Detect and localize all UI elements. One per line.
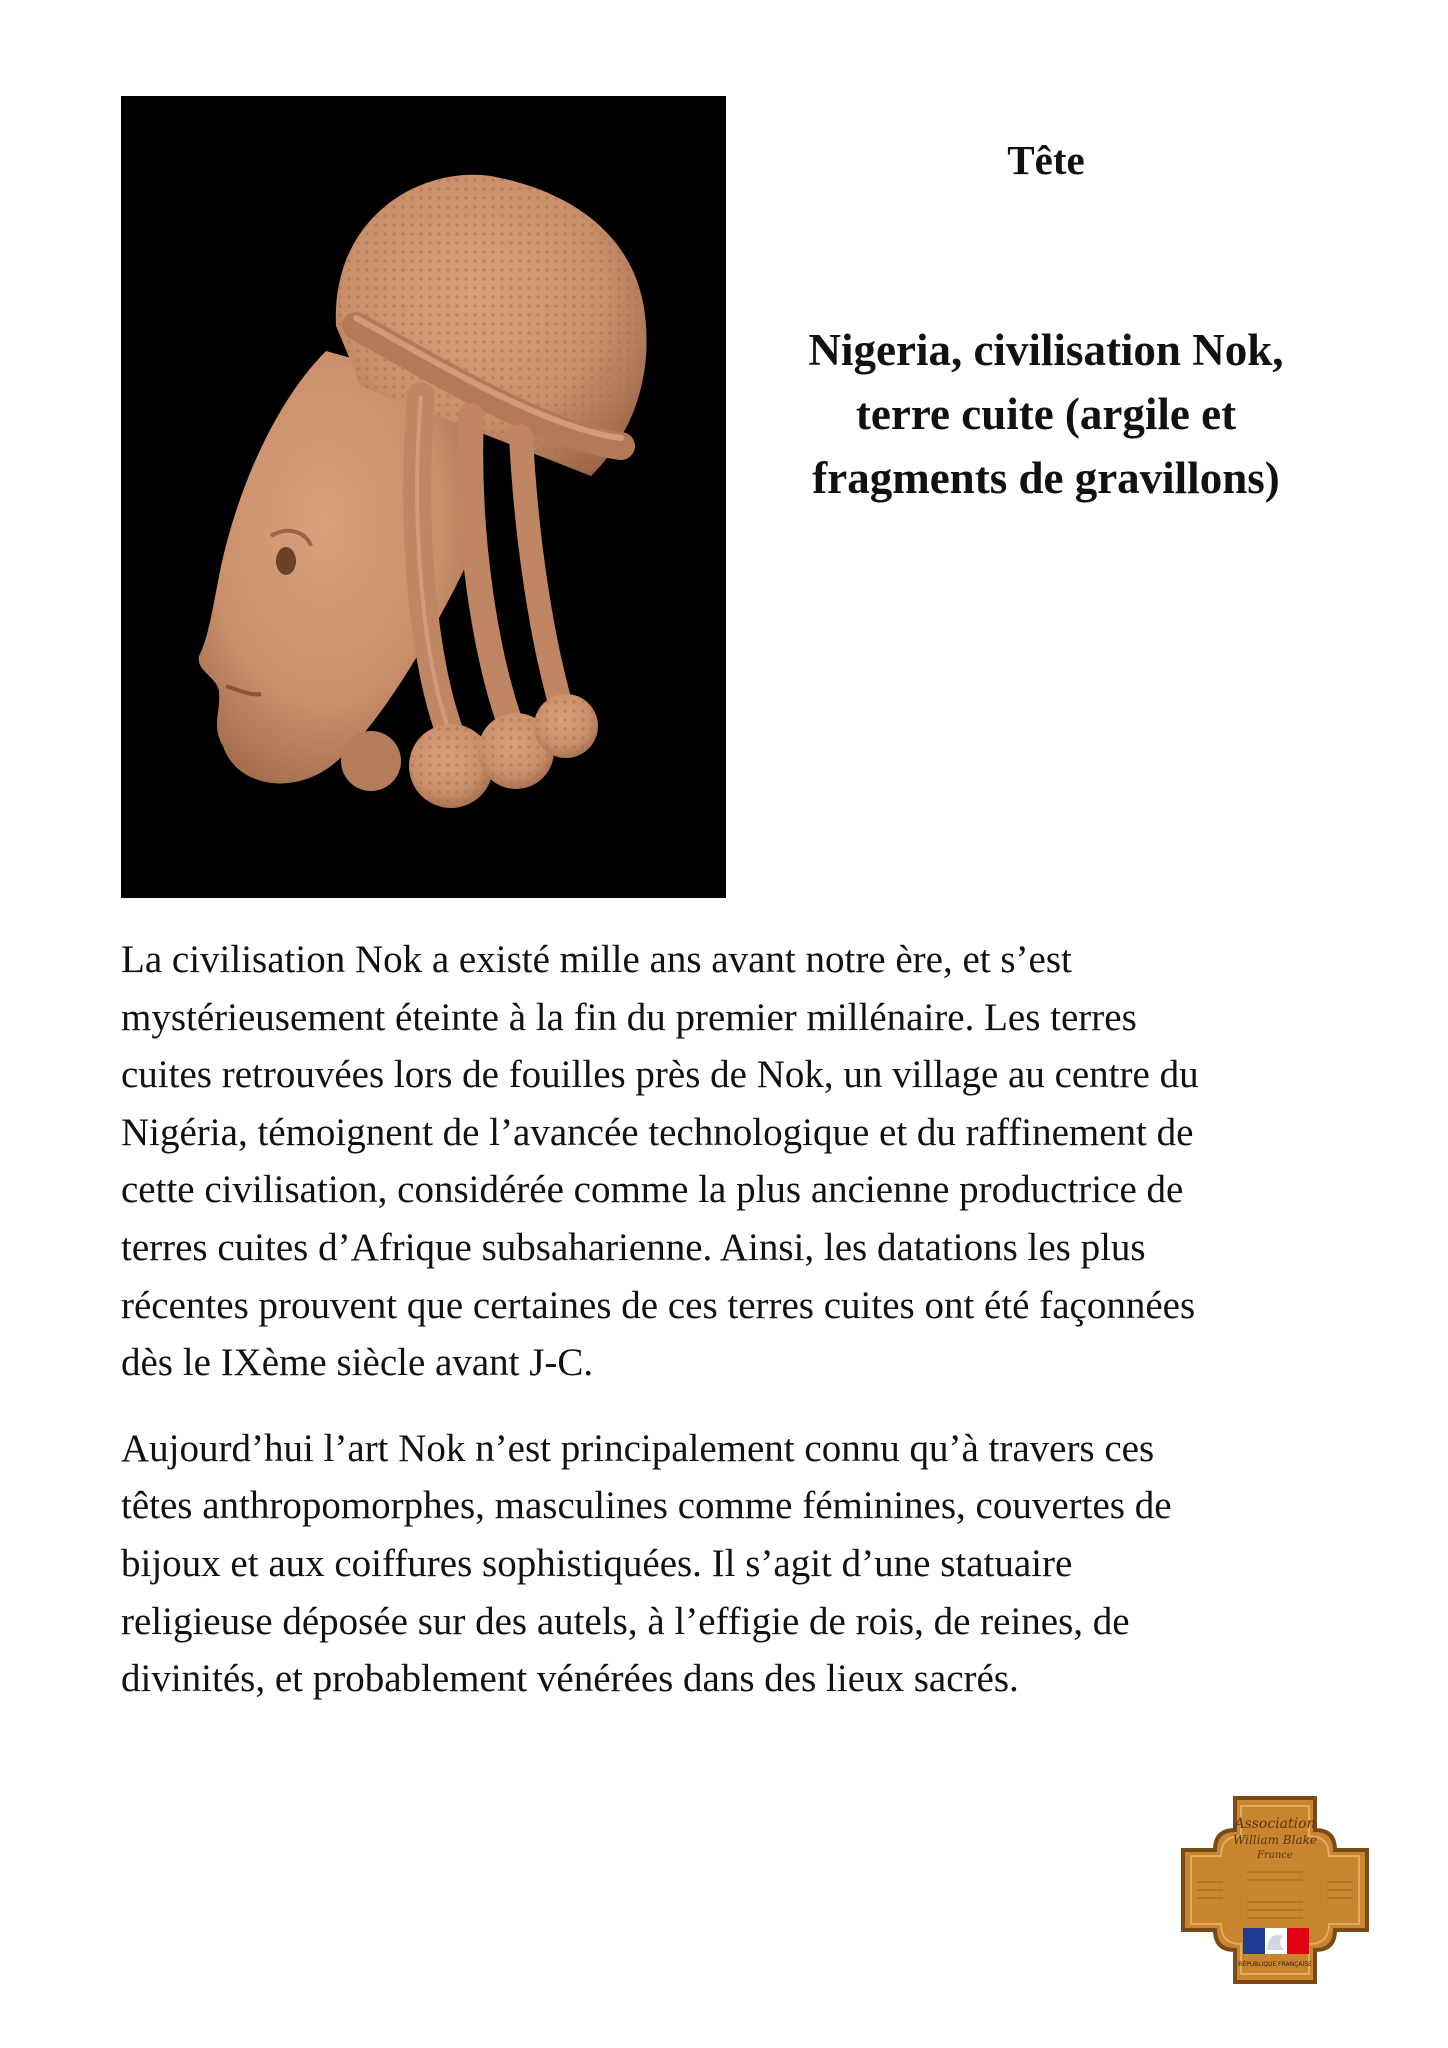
text-line: mystérieusement éteinte à la fin du premier millénaire. Les terres bbox=[121, 995, 1137, 1039]
svg-text:William Blake: William Blake bbox=[1232, 1833, 1318, 1847]
paragraph-1 bbox=[121, 931, 1351, 1392]
text-line: religieuse déposée sur des autels, à l’effigie de rois, de reines, de bbox=[121, 1599, 1130, 1643]
caption-line: fragments de gravillons) bbox=[812, 453, 1280, 503]
text-line: divinités, et probablement vénérées dans des lieux sacrés. bbox=[121, 1657, 1019, 1701]
text-line: dès le IXème siècle avant J-C. bbox=[121, 1341, 594, 1385]
text-line: bijoux et aux coiffures sophistiquées. Il s’agit d’une statuaire bbox=[121, 1541, 1073, 1585]
text-line: terres cuites d’Afrique subsaharienne. Ainsi, les datations les plus bbox=[121, 1225, 1146, 1269]
page-title: Tête bbox=[1007, 137, 1085, 183]
nok-terracotta-head-icon bbox=[121, 96, 726, 898]
svg-text:Association: Association bbox=[1234, 1816, 1316, 1832]
text-line: têtes anthropomorphes, masculines comme féminines, couvertes de bbox=[121, 1484, 1172, 1528]
artwork-photo bbox=[121, 96, 726, 898]
text-line: cette civilisation, considérée comme la plus ancienne productrice de bbox=[121, 1168, 1184, 1212]
text-line: Aujourd’hui l’art Nok n’est principalement connu qu’à travers ces bbox=[121, 1426, 1155, 1470]
paragraph-2 bbox=[121, 1420, 1351, 1708]
caption-line: terre cuite (argile et bbox=[855, 389, 1237, 439]
text-line: Nigéria, témoignent de l’avancée technologique et du raffinement de bbox=[121, 1110, 1194, 1154]
artwork-caption bbox=[740, 318, 1352, 510]
svg-text:France: France bbox=[1257, 1850, 1293, 1861]
caption-line: Nigeria, civilisation Nok, bbox=[808, 325, 1284, 375]
text-line: La civilisation Nok a existé mille ans avant notre ère, et s’est bbox=[121, 938, 1072, 981]
association-stamp-logo bbox=[1175, 1790, 1375, 1990]
body-text bbox=[121, 931, 1351, 1708]
text-line: récentes prouvent que certaines de ces terres cuites ont été façonnées bbox=[121, 1283, 1196, 1327]
svg-text:RÉPUBLIQUE FRANÇAISE: RÉPUBLIQUE FRANÇAISE bbox=[1238, 1961, 1312, 1968]
text-line: cuites retrouvées lors de fouilles près de Nok, un village au centre du bbox=[121, 1053, 1199, 1097]
